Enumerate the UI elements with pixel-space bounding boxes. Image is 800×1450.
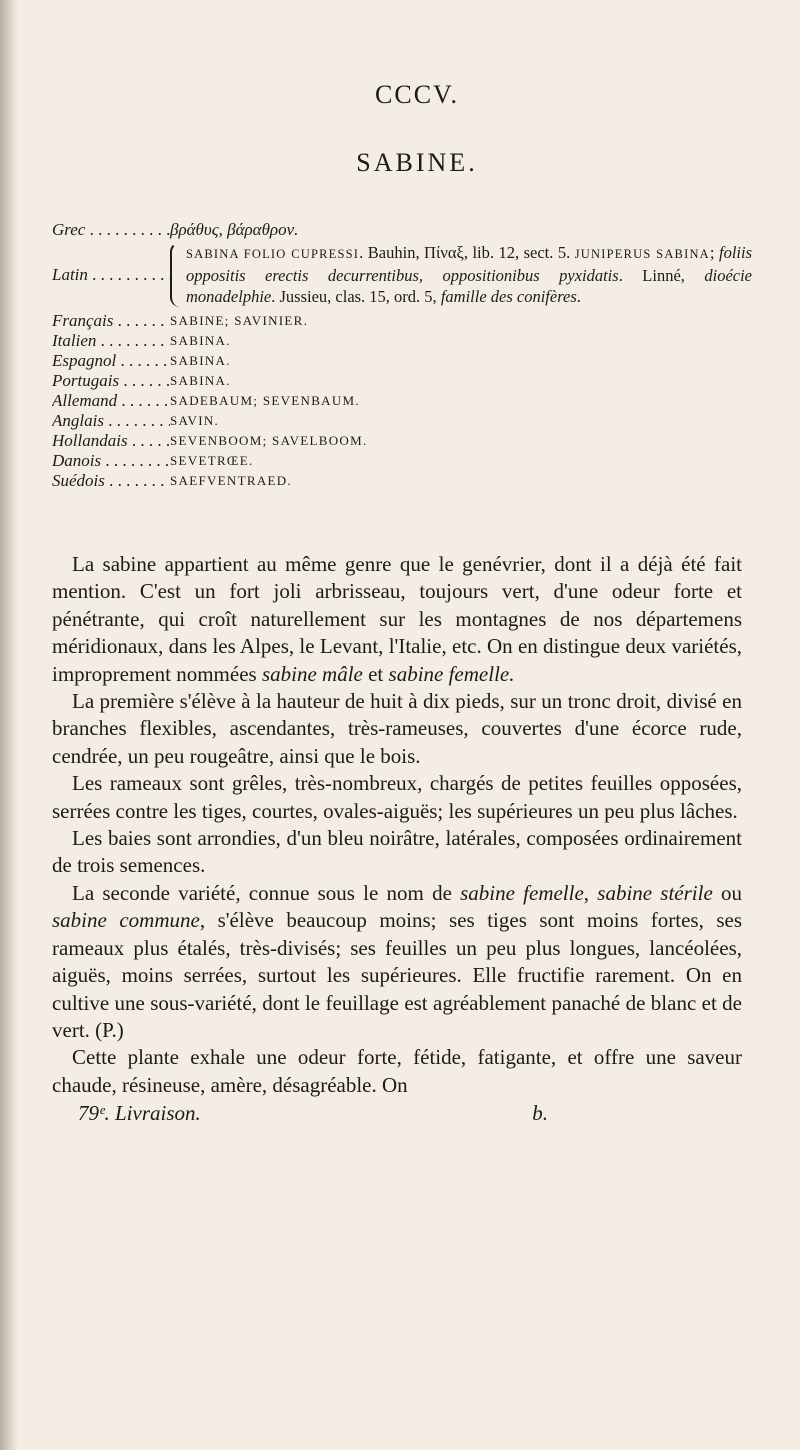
name-row-portugais [52,371,752,391]
lang-label: Portugais . . . [52,371,170,391]
latin-part: ; [709,243,719,262]
latin-part: famille des conifères [440,287,577,306]
text-run: sabine femelle [460,880,584,905]
name-row-italien [52,331,752,351]
text-run: sabine commune [52,908,200,933]
text-run: , s'élève beaucoup moins; ses tiges sont moins fortes, ses rameaux plus étalés, très-divisés; ses feuilles un peu plus longues, lancéolées, aiguës, moins serrées, surtout les supérieures. Elle fructifie rarement. On en cultive une sous-variété, dont le feuillage est agréablement panaché de blanc et de vert. (P.) [52,908,743,1042]
lang-label: Grec . . . [52,220,170,240]
name-value: SABINA. [170,373,231,388]
body-text [52,551,742,1099]
text-run: ou [712,880,743,905]
livraison-label: 79ᵉ. Livraison. [78,1101,201,1126]
lang-label: Danois . . . [52,451,170,471]
paragraph: Les rameaux sont grêles, très-nombreux, chargés de petites feuilles opposées, serrées contre les tiges, courtes, ovales-aiguës; les supérieures un peu plus lâches. [52,771,742,823]
name-value: βράθυς, βάραθρον. [170,220,299,239]
latin-part: dioécie monadelphie [186,266,752,306]
synonym-list [52,220,752,491]
lang-label: Anglais . . . [52,411,170,431]
text-run: , [583,880,598,905]
latin-part: . Bauhin, Πίναξ, lib. 12, sect. 5. [359,243,575,262]
paragraph: La première s'élève à la hauteur de huit à dix pieds, sur un tronc droit, divisé en branches flexibles, ascendantes, très-rameuses, couvertes d'une écorce rude, cendrée, un peu rougeâtre, ainsi que le bois. [52,689,742,768]
latin-part: JUNIPERUS SABINA [574,247,710,261]
name-value: SADEBAUM; SEVENBAUM. [170,393,360,408]
brace [170,242,182,307]
name-value: SAVIN. [170,413,220,428]
page-number: CCCV. [375,80,459,109]
name-row-allemand [52,391,752,411]
name-row-francais [52,311,752,331]
name-row-danois [52,451,752,471]
lang-label: Latin . . . [52,265,170,285]
paragraph [52,551,742,688]
name-value: SEVETRŒE. [170,453,254,468]
paragraph: Les baies sont arrondies, d'un bleu noirâtre, latérales, composées ordinairement de trois semences. [52,826,742,878]
name-row-suedois [52,471,752,491]
paragraph: Cette plante exhale une odeur forte, fétide, fatigante, et offre une saveur chaude, résineuse, amère, désagréable. On [52,1045,742,1097]
name-row-anglais [52,411,752,431]
text-run: sabine stérile [597,880,713,905]
page [52,80,752,1126]
paragraph [52,880,742,1044]
text-run: La sabine appartient au même genre que le genévrier, dont il a déjà été fait mention. C'est un fort joli arbrisseau, toujours vert, d'une odeur forte et pénétrante, qui croît naturellement sur les montagnes de nos départemens méridionaux, dans les Alpes, le Levant, l'Italie, etc. On en distingue deux variétés, improprement nommées [52,552,742,686]
name-row-hollandais [52,431,752,451]
signature-mark: b. [532,1101,548,1126]
lang-label: Italien . . . [52,331,170,351]
page-footer [52,1101,548,1126]
lang-label: Espagnol . . . [52,351,170,371]
lang-label: Suédois . . . [52,471,170,491]
text-run: La seconde variété, connue sous le nom de [72,880,461,905]
lang-cell [52,242,170,307]
name-value: SABINE; SAVINIER. [170,313,309,328]
name-value: SAEFVENTRAED. [170,473,292,488]
name-value: SABINA. [170,353,231,368]
latin-part: foliis oppositis erectis decurrentibus, oppositionibus pyxidatis [186,243,752,285]
page-title: SABINE. [356,148,478,177]
text-run: sabine femelle. [388,661,515,686]
name-value: SABINA. [170,333,231,348]
lang-label: Hollandais . . . [52,431,170,451]
latin-description [186,242,752,307]
lang-label: Allemand . . . [52,391,170,411]
text-run: sabine mâle [261,661,363,686]
name-value: SEVENBOOM; SAVELBOOM. [170,433,368,448]
latin-part: . Linné, [618,266,705,285]
name-row-espagnol [52,351,752,371]
lang-label: Français . . . [52,311,170,331]
latin-part: SABINA FOLIO CUPRESSI [186,247,360,261]
latin-part: . [576,287,581,306]
name-row-grec [52,220,752,240]
text-run: et [362,661,389,686]
name-row-latin [52,242,752,307]
latin-part: . Jussieu, clas. 15, ord. 5, [271,287,441,306]
page-edge [0,0,18,1450]
